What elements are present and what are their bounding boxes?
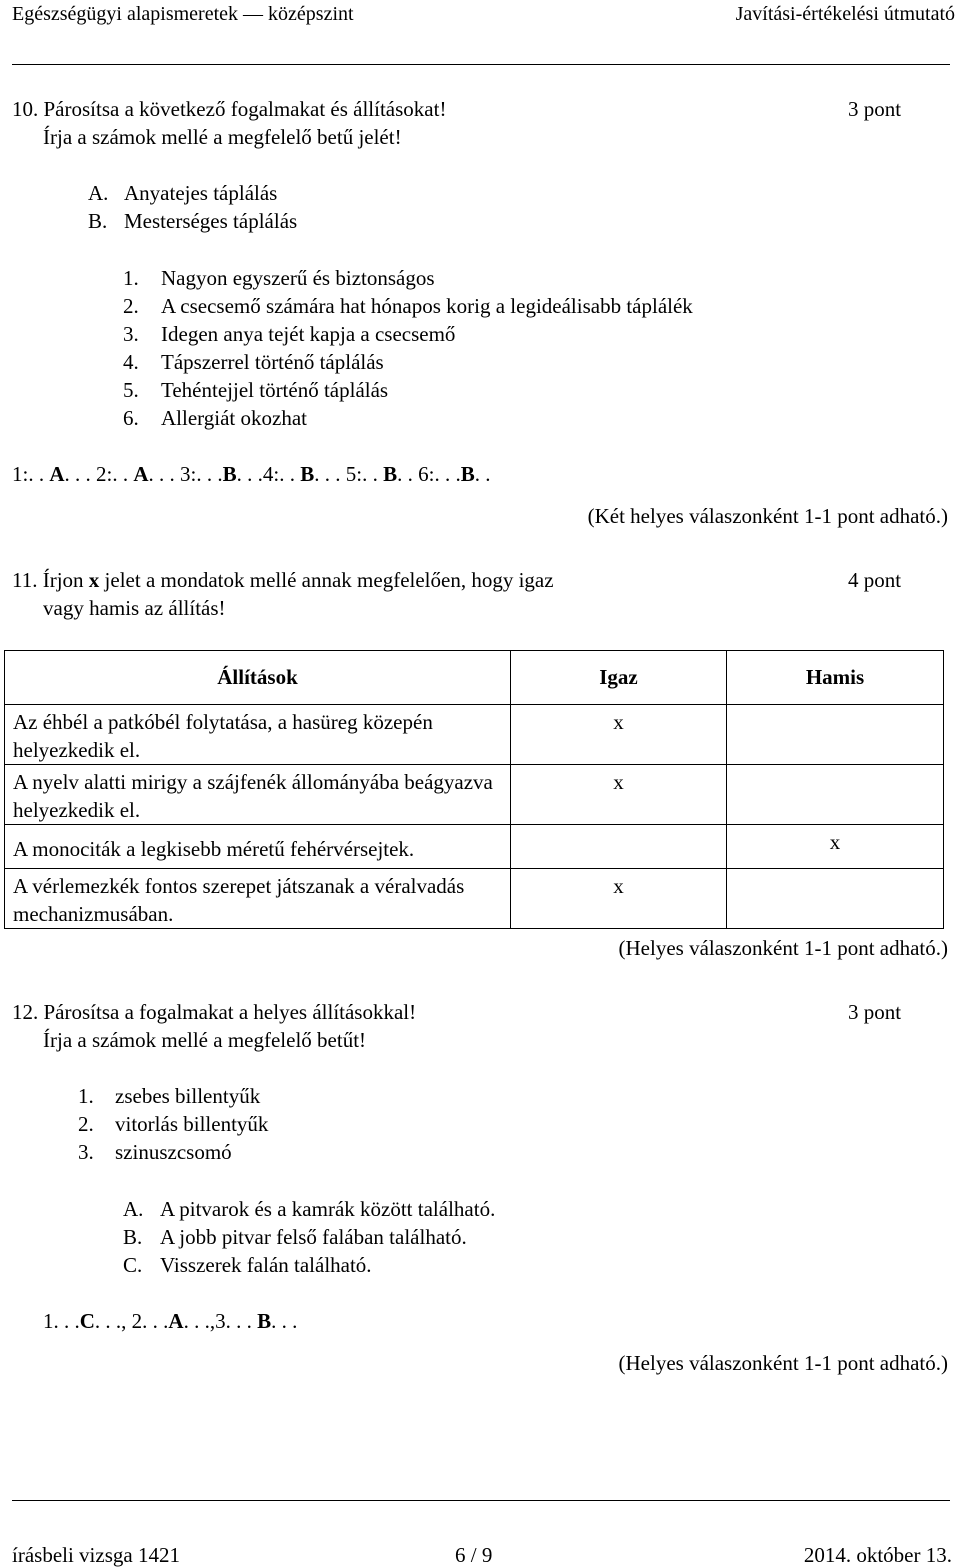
header-title: Egészségügyi alapismeretek — középszint	[12, 3, 354, 25]
table-row	[5, 869, 944, 929]
q12-answer-key: 1. . .C. . ., 2. . .A. . .,3. . . B. . .	[43, 1309, 298, 1333]
q10-scoring-note: (Két helyes válaszonként 1-1 pont adható.)	[587, 504, 948, 528]
true-cell: x	[511, 705, 727, 765]
q12-statement: A. A pitvarok és a kamrák között található.	[123, 1197, 496, 1221]
col-header-false: Hamis	[727, 651, 944, 705]
statement-cell: A nyelv alatti mirigy a szájfenék állományába beágyazva helyezkedik el.	[5, 765, 511, 825]
header-subtitle: Javítási-értékelési útmutató	[735, 3, 955, 25]
q12-instruction-1: 12. Párosítsa a fogalmakat a helyes állításokkal!	[12, 1000, 417, 1024]
q10-statement: 2. A csecsemő számára hat hónapos korig a legideálisabb táplálék	[123, 294, 693, 318]
table-row	[5, 705, 944, 765]
q10-points: 3 pont	[848, 97, 902, 121]
q10-instruction-2: Írja a számok mellé a megfelelő betű jelét!	[43, 125, 402, 149]
q12-term: 2. vitorlás billentyűk	[78, 1112, 269, 1136]
header-divider	[12, 64, 950, 65]
true-cell: x	[511, 765, 727, 825]
footer-divider	[12, 1500, 950, 1501]
false-cell: x	[727, 825, 944, 869]
false-cell	[727, 765, 944, 825]
false-cell	[727, 705, 944, 765]
q10-statement: 5. Tehéntejjel történő táplálás	[123, 378, 389, 402]
true-cell	[511, 825, 727, 869]
q10-option-a: A. Anyatejes táplálás	[88, 181, 278, 205]
q12-instruction-2: Írja a számok mellé a megfelelő betűt!	[43, 1028, 367, 1052]
q11-instruction-1: 11. Írjon x jelet a mondatok mellé annak megfelelően, hogy igaz	[12, 568, 554, 592]
q10-statement: 3. Idegen anya tejét kapja a csecsemő	[123, 322, 456, 346]
footer-date: 2014. október 13.	[803, 1543, 952, 1567]
table-header-row	[5, 651, 944, 705]
q10-statement: 1. Nagyon egyszerű és biztonságos	[123, 266, 435, 290]
q10-statement: 6. Allergiát okozhat	[123, 406, 307, 430]
q11-table	[4, 650, 944, 929]
q10-statement: 4. Tápszerrel történő táplálás	[123, 350, 384, 374]
statement-cell: A monociták a legkisebb méretű fehérvérsejtek.	[5, 825, 511, 869]
q12-statement: B. A jobb pitvar felső falában található.	[123, 1225, 467, 1249]
true-cell: x	[511, 869, 727, 929]
q12-statement: C. Visszerek falán található.	[123, 1253, 372, 1277]
table-row	[5, 765, 944, 825]
q12-points: 3 pont	[848, 1000, 902, 1024]
q12-term: 1. zsebes billentyűk	[78, 1084, 261, 1108]
q10-option-b: B. Mesterséges táplálás	[88, 209, 298, 233]
q10-instruction-1: 10. Párosítsa a következő fogalmakat és állításokat!	[12, 97, 447, 121]
footer-page-number: 6 / 9	[455, 1543, 493, 1567]
col-header-true: Igaz	[511, 651, 727, 705]
table-row	[5, 825, 944, 869]
statement-cell: A vérlemezkék fontos szerepet játszanak a véralvadás mechanizmusában.	[5, 869, 511, 929]
col-header-statements: Állítások	[5, 651, 511, 705]
q11-points: 4 pont	[848, 568, 902, 592]
footer-exam-id: írásbeli vizsga 1421	[12, 1543, 180, 1567]
q12-scoring-note: (Helyes válaszonként 1-1 pont adható.)	[618, 1351, 948, 1375]
q10-answer-key: 1:. . A. . . 2:. . A. . . 3:. . .B. . .4:. . B. . . 5:. . B. . 6:. . .B. .	[12, 462, 491, 486]
q11-instruction-2: vagy hamis az állítás!	[43, 596, 226, 620]
false-cell	[727, 869, 944, 929]
q12-term: 3. szinuszcsomó	[78, 1140, 232, 1164]
statement-cell: Az éhbél a patkóbél folytatása, a hasüreg közepén helyezkedik el.	[5, 705, 511, 765]
q11-scoring-note: (Helyes válaszonként 1-1 pont adható.)	[618, 936, 948, 960]
